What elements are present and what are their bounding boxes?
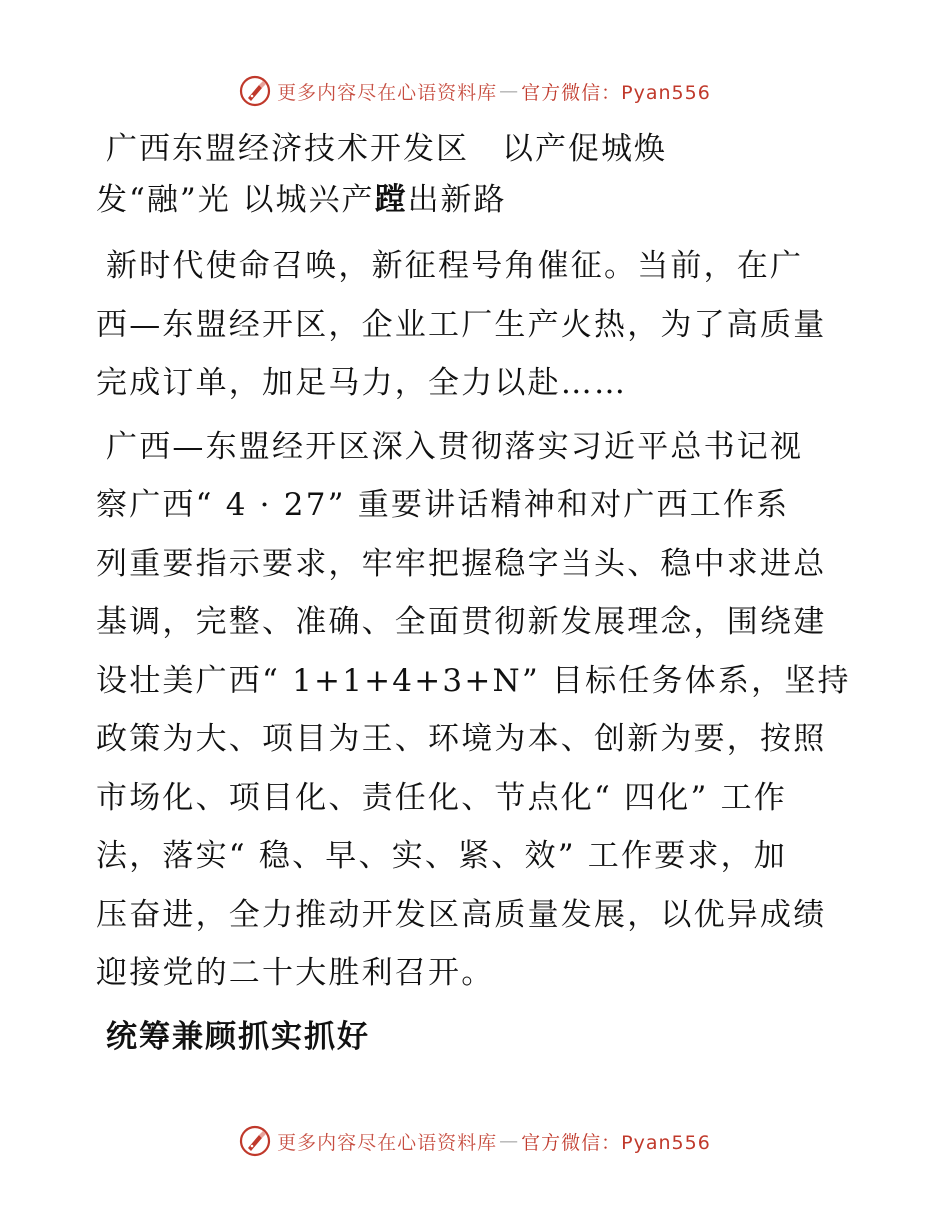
watermark-text: 更多内容尽在心语资料库 (277, 81, 498, 104)
pen-nib-logo-icon (239, 75, 271, 107)
paragraph-intro (96, 237, 856, 413)
paragraph-line: 广西—东盟经开区深入贯彻落实习近平总书记视 (106, 428, 804, 465)
title-line-2-part-b: 蹚 (374, 182, 408, 218)
header-watermark (0, 75, 950, 107)
watermark-dash: — (499, 1130, 520, 1152)
watermark-contact: 官方微信：Pyan556 (521, 81, 711, 104)
section-subheading: 统筹兼顾抓实抓好 (106, 1018, 370, 1055)
article-body (96, 124, 856, 1066)
paragraph-line: 完成订单，加足马力，全力以赴…… (96, 365, 628, 401)
paragraph-line: 列重要指示要求，牢牢把握稳字当头、稳中求进总 (96, 545, 827, 582)
title-line-2 (96, 175, 856, 226)
paragraph-line: 设壮美广西“ 1+1+4+3+N” 目标任务体系，坚持 (96, 662, 851, 699)
paragraph-line: 法，落实“ 稳、早、实、紧、效” 工作要求，加 (96, 838, 788, 874)
pen-nib-logo-icon (239, 1125, 271, 1157)
footer-watermark (0, 1125, 950, 1157)
watermark-contact: 官方微信：Pyan556 (521, 1131, 711, 1154)
paragraph-line: 政策为大、项目为王、环境为本、创新为要，按照 (96, 721, 827, 757)
paragraph-line: 西—东盟经开区，企业工厂生产火热，为了高质量 (96, 306, 827, 343)
article-title (96, 124, 856, 226)
paragraph-line: 市场化、项目化、责任化、节点化“ 四化” 工作 (96, 779, 788, 816)
paragraph-main (96, 418, 856, 1003)
title-line-2-part-c: 出新路 (407, 182, 507, 218)
watermark-dash: — (499, 80, 520, 102)
paragraph-line: 压奋进，全力推动开发区高质量发展，以优异成绩 (96, 896, 827, 933)
title-line-2-part-a: 发“融”光 以城兴产 (96, 182, 375, 218)
title-line-1: 广西东盟经济技术开发区 以产促城焕 (106, 131, 667, 167)
watermark-text: 更多内容尽在心语资料库 (277, 1131, 498, 1154)
paragraph-line: 迎接党的二十大胜利召开。 (96, 955, 495, 991)
paragraph-line: 察广西“ 4 · 27” 重要讲话精神和对广西工作系 (96, 487, 790, 523)
paragraph-line: 新时代使命召唤，新征程号角催征。当前，在广 (106, 248, 804, 284)
paragraph-line: 基调，完整、准确、全面贯彻新发展理念，围绕建 (96, 604, 827, 640)
